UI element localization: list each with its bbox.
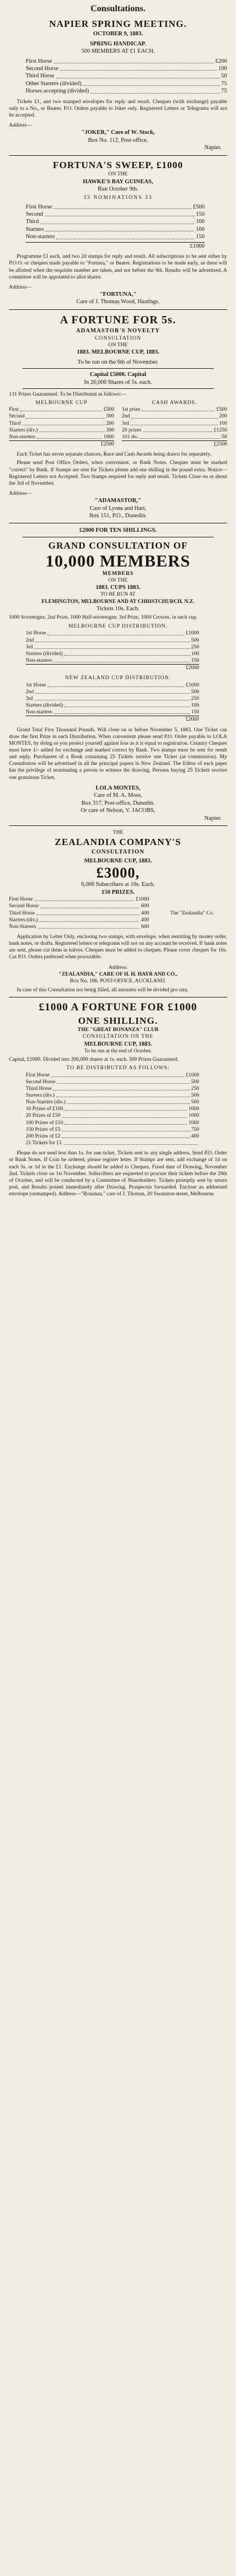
prize-row: First Horse £1000 <box>9 897 149 903</box>
prize-row: First Horse £1000 <box>26 1072 199 1078</box>
prize-row: Non-starters 150 <box>26 234 205 240</box>
bonanza-body: Please do not send less than 1s. for one ticket. Tickets sent to any single address. Send P.O. Order or Bank Notes. If Coin be ordered, please register letter. If Stamps are sent, add exchange of 1d on each 5s. or 1d in the £1. Exchange should be added to Cheques. Fixed date of Drawing, November 2nd. Tickets close on 1st November. Subscribers are requested to procure their tickets before the 29th of October, and will be conducted by a Committee of Shareholders. Tickets promptly sent by return post, and Results posted immediately after Drawing. Prospectus forwarded. Enclose an addressed envelope (unstamped). Address—"Bonanza," care of J. Thomas, 20 Swanston-street, Melbourne. <box>9 1150 227 1198</box>
grand-ad <box>9 527 227 821</box>
divider <box>22 368 214 369</box>
zealandia-prize-col <box>9 896 149 930</box>
grand-dividends: 1000 Sovereigns; 2nd Prize, 1000 Half-sovereigns; 3rd Prize, 1000 Crowns, in each cup. <box>9 615 198 621</box>
prize-row: 10 Prizes of £100 1000 <box>26 1106 199 1112</box>
adamastor-head-5: 1883. MELBOURNE CUP, 1883. <box>77 349 159 356</box>
adamastor-shares: In 20,000 Shares of 5s. each. <box>84 379 152 386</box>
prize-row: Second 300 <box>9 414 114 420</box>
zealandia-body: Application by Letter Only, enclosing two stamps, with envelope, when remitting by money order, bank notes, or drafts. Registered letters or telegrams will not on any account be received. If bank notes are sent, please cut them in halves. Cheques must be added to cheques. Please cover cheques for 10s. Cut P.O. Orders preferred when procurable. <box>9 934 227 960</box>
zealandia-subs: 6,000 Subscribers at 10s. Each. <box>81 881 155 888</box>
prize-row: Starters (div.) 400 <box>9 917 149 923</box>
prize-row: Third Horse 250 <box>26 1085 199 1092</box>
prize-row: 101 do. 50 <box>122 434 227 440</box>
prize-row: Starters 100 <box>26 226 205 233</box>
prize-row: Starters (divided) 100 <box>26 651 199 657</box>
zealandia-right-note: The "Zealandia" Co. <box>170 910 214 916</box>
adamastor-right-col <box>122 400 227 448</box>
prize-row: Non-starters 150 <box>26 709 199 716</box>
bonanza-ad <box>9 1001 227 1198</box>
napier-members: 500 MEMBERS AT £1 EACH. <box>81 48 155 55</box>
prize-total: £2500 <box>9 440 114 448</box>
fortuna-body: Programme £1 each, and two 2d stamps for reply and result. All subscriptions to be sent either by P.O.O. or cheques made payable to "Fortuna," or Bearer. Registrations to be made early, as there will be allotted when the requisite number are taken, and not before the 9th. Results will be advertised. A committee will be appointed to allot shares. <box>9 254 227 280</box>
zealandia-capital: £3000, <box>96 864 140 881</box>
prize-row: First Horse £200 <box>26 58 227 64</box>
prize-total: £2000 <box>26 664 199 671</box>
adamastor-head-1: A FORTUNE FOR 5s. <box>60 313 176 326</box>
zealandia-the: THE <box>112 829 124 836</box>
zealandia-head-2: CONSULTATION <box>91 848 145 855</box>
adamastor-body-1: Each Ticket has seven separate chances, Race and Cash Awards being drawn for separately. <box>17 452 211 458</box>
prize-row: 1st Horse £1000 <box>26 630 199 637</box>
adamastor-columns <box>9 400 227 448</box>
prize-row: Third 200 <box>9 420 114 426</box>
zealandia-head-1: ZEALANDIA COMPANY'S <box>54 837 181 848</box>
grand-head-1: GRAND CONSULTATION OF <box>48 540 188 551</box>
fortuna-run: Run October 9th. <box>97 186 139 192</box>
prize-row: 150 Prizes of £5 750 <box>26 1126 199 1132</box>
grand-head-2: 10,000 MEMBERS <box>45 551 191 570</box>
prize-row: Third 100 <box>26 219 205 225</box>
adamastor-right-head: CASH AWARDS. <box>152 400 197 406</box>
grand-mel-head: MELBOURNE CUP DISTRIBUTION. <box>68 624 168 630</box>
adamastor-address-2: Care of Lyons and Hart, <box>89 505 147 512</box>
napier-address-1: "JOKER," Care of W. Stock, <box>81 129 155 136</box>
adamastor-ad <box>9 313 227 520</box>
grand-head-4: ON THE <box>108 577 128 583</box>
zealandia-address-label: Address: <box>108 964 128 971</box>
newspaper-column <box>0 0 236 1198</box>
prize-row: Third Horse 50 <box>26 73 227 80</box>
fortuna-address-1: "FORTUNA," <box>100 291 136 298</box>
prize-row: 1st prize £500 <box>122 407 227 413</box>
grand-body: Grand Total Five Thousand Pounds. Will close on or before November 5, 1883. One Ticket can draw the first Prize in each Distribution. When convenient please send P.O. Order payable to LOLA MONTES, by doing so you protect yourself against loss as it is equal to registration. Country Cheques must have 1/- added for exchange and marked correct by Bank. Two stamps must be sent for result and reply. Purchasers of a Book containing 25 Tickets receive one Ticket (as commission). My Consultation will be advertised in all the principal papers in New Zealand. The Editor of each paper has the privilege of nominating a person to witness the drawing. Persons buying 25 Tickets receive one gratuitous Ticket. <box>9 727 227 781</box>
bonanza-capital: Capital, £1000. Divided into 200,000 shares at 1s. each. 500 Prizes Guaranteed. <box>9 1057 179 1063</box>
adamastor-address-3: Box 151, P.O., Dunedin. <box>89 513 147 519</box>
adamastor-left-head: MELBOURNE CUP <box>35 400 88 406</box>
prize-row: 100 Prizes of £10 1000 <box>26 1120 199 1126</box>
napier-ad <box>9 18 227 151</box>
grand-mel-rows <box>9 630 227 671</box>
grand-venue: FLEMINGTON, MELBOURNE AND AT CHRISTCHURCH, N.Z. <box>41 598 195 605</box>
grand-addr-3: Or care of Nelson, V. JACOBS, <box>81 807 155 814</box>
fortuna-address-2: Care of J. Thomas Wood, Hastings. <box>76 299 160 305</box>
napier-event: SPRING HANDICAP. <box>89 40 147 47</box>
fortuna-nominations: 33 NOMINATIONS 33 <box>83 195 153 201</box>
napier-title: NAPIER SPRING MEETING. <box>49 18 187 30</box>
masthead: Consultations. <box>90 4 146 13</box>
prize-row: Non-starters 150 <box>26 658 199 664</box>
adamastor-body-2: Please send Post Office Orders, when convenient, or Bank Notes. Cheques must be marked "correct" by Bank. If Stamps are sent for Tickets please add one shilling in the pound extra. Notice—Registered Letters not Accepted. Two Stamps required for reply and result. Tickets Close on or about the 3rd of November. <box>9 460 227 486</box>
prize-row: Second Horse 500 <box>26 1079 199 1085</box>
grand-top: £2000 FOR TEN SHILLINGS. <box>79 527 157 534</box>
divider <box>9 155 227 156</box>
grand-addr-2: Box 317, Post-office, Dunedin. <box>81 800 155 806</box>
grand-price: Tickets 10s. Each. <box>96 605 140 612</box>
zealandia-prizes-head: 150 PRIZES. <box>101 889 135 895</box>
zealandia-cup: MELBOURNE CUP, 1883. <box>84 858 152 865</box>
prize-row: Horses accepting (divided) 75 <box>26 88 227 95</box>
adamastor-address-1: "ADAMASTOR," <box>95 498 141 504</box>
grand-head-5: 1883. CUPS 1883. <box>96 584 140 591</box>
prize-row: Non-Starters (div.) 500 <box>26 1099 199 1106</box>
divider <box>9 825 227 826</box>
adamastor-run: To be run on the 6th of November. <box>77 359 159 365</box>
adamastor-left-col <box>9 400 114 448</box>
bonanza-head-2: ONE SHILLING. <box>78 1015 158 1026</box>
prize-row: Non-Starters 600 <box>9 923 149 930</box>
napier-prizes <box>9 58 227 95</box>
prize-row: 1st Horse £1000 <box>26 682 199 688</box>
fortuna-title: FORTUNA'S SWEEP, £1000 <box>53 159 183 170</box>
zealandia-rata: In case of this Consultation not being filled, all amounts will be divided pro rata. <box>17 987 188 994</box>
fortuna-race: HAWKE'S BAY GUINEAS, <box>83 178 153 185</box>
prize-row: Second Horse 100 <box>26 65 227 72</box>
napier-date: OCTOBER 9, 1883. <box>93 31 143 38</box>
prize-total: £1000 <box>26 242 205 250</box>
grand-addr-4: Napier. <box>204 815 221 821</box>
prize-row: Starters (div.) 500 <box>26 1092 199 1098</box>
prize-row: Second 150 <box>26 211 205 218</box>
prize-row: 200 Prizes of £2 400 <box>26 1133 199 1139</box>
grand-head-3: MEMBERS <box>102 570 134 577</box>
zealandia-ad <box>9 829 227 994</box>
prize-total: £2000 <box>26 716 199 723</box>
grand-sig: LOLA MONTES, <box>96 785 140 791</box>
fortuna-address-label: Address— <box>9 284 32 290</box>
napier-address-2: Box No. 112, Post-office, <box>88 137 148 143</box>
adamastor-address-label: Address— <box>9 491 32 496</box>
divider <box>9 309 227 310</box>
bonanza-head-1: £1000 A FORTUNE FOR £1000 <box>39 1001 197 1014</box>
divider <box>22 388 214 389</box>
napier-body: Tickets £1, and two stamped envelopes for reply and result. Cheques (with exchange) payable only to a No., or Bearer. P.O. Orders payable to Joker only. Registered Letters or Telegrams will not be accepted. <box>9 99 227 119</box>
bonanza-rows <box>9 1072 227 1147</box>
grand-nz-head: NEW ZEALAND CUP DISTRIBUTION. <box>65 675 171 681</box>
prize-row: First £500 <box>9 407 114 413</box>
prize-row: 3rd 100 <box>122 420 227 426</box>
prize-row: 21 Tickets for £1 <box>26 1140 199 1147</box>
adamastor-head-4: ON THE <box>108 342 128 349</box>
adamastor-capital: Capital £5000. Capital <box>89 372 147 378</box>
prize-row: Third Horse 400 <box>9 910 149 916</box>
napier-address-3: Napier. <box>204 145 221 151</box>
grand-nz-rows <box>9 682 227 723</box>
bonanza-head-4: CONSULTATION ON THE <box>82 1034 154 1040</box>
fortuna-prizes <box>9 203 227 250</box>
bonanza-dist-head: TO BE DISTRIBUTED AS FOLLOWS: <box>66 1065 170 1071</box>
grand-addr-1: Care of M. A. Moss, <box>93 792 143 799</box>
prize-row: 3rd 250 <box>26 695 199 702</box>
bonanza-head-6: To be run at the end of October. <box>84 1048 152 1055</box>
adamastor-head-2: ADAMASTOR'S NOVELTY <box>76 328 160 335</box>
bonanza-head-5: MELBOURNE CUP, 1883. <box>84 1041 152 1047</box>
prize-total: £2500 <box>122 440 227 448</box>
zealandia-address-2: Box No. 186, POST-OFFICE, AUCKLAND. <box>70 978 166 984</box>
prize-row: 3rd 250 <box>26 644 199 650</box>
prize-row: 2nd 200 <box>122 414 227 420</box>
grand-head-6: TO BE RUN AT <box>100 592 136 598</box>
prize-row: Non-starters 1000 <box>9 434 114 440</box>
prize-row: First Horse £500 <box>26 203 205 210</box>
prize-row: 20 prizes £1250 <box>122 427 227 433</box>
zealandia-address-1: "ZEALANDIA," CARE OF H. H. HAYR AND CO., <box>58 971 177 977</box>
prize-row: 2nd 500 <box>26 689 199 695</box>
fortuna-ad <box>9 159 227 306</box>
adamastor-head-3: CONSULTATION <box>95 335 141 341</box>
zealandia-columns <box>9 896 227 930</box>
prize-row: Second Horse 600 <box>9 903 149 909</box>
bonanza-head-3: THE "GREAT BONANZA" CLUB <box>77 1027 159 1033</box>
prize-row: 20 Prizes of £50 1000 <box>26 1113 199 1119</box>
fortuna-on: ON THE <box>108 171 128 178</box>
napier-address-label: Address— <box>9 123 32 129</box>
adamastor-guarantee: 131 Prizes Guaranteed. To be Distributed as follows:— <box>9 391 127 397</box>
prize-row: Starters (divided) 100 <box>26 703 199 709</box>
prize-row: 2nd 500 <box>26 637 199 643</box>
prize-row: Starters (div.) 300 <box>9 427 114 433</box>
prize-row: Other Starters (divided) 75 <box>26 80 227 87</box>
